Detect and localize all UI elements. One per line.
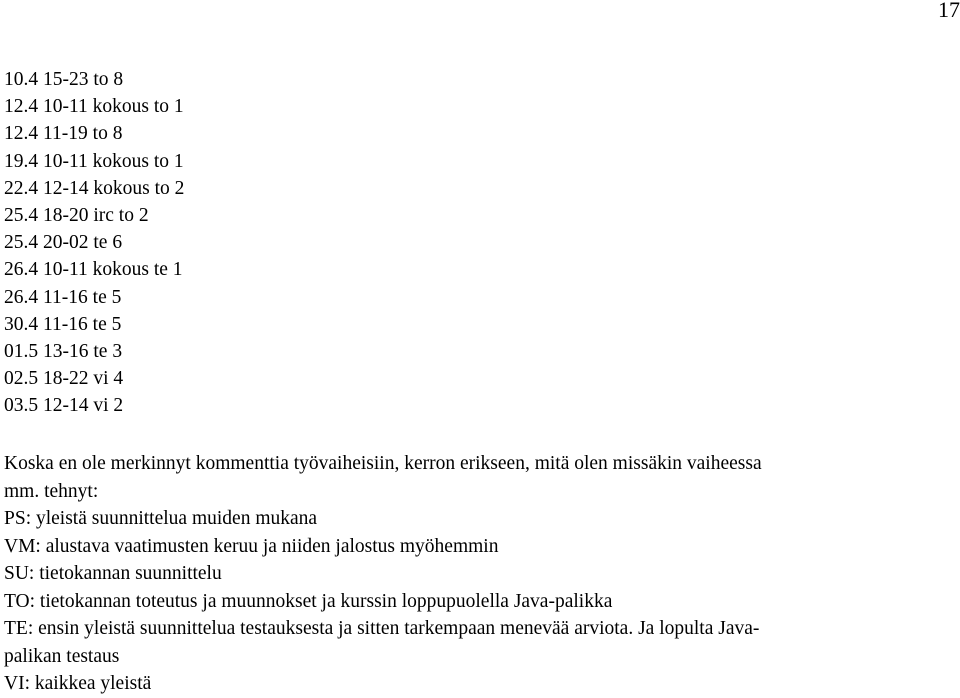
phase-notes [4,450,954,698]
phase-note-vm: VM: alustava vaatimusten keruu ja niiden jalostus myöhemmin [4,535,499,557]
phase-note-te: TE: ensin yleistä suunnittelua testauksesta ja sitten tarkempaan menevää arviota. Ja lopulta Java- [4,618,760,639]
log-entry: 25.4 20-02 te 6 [4,232,123,254]
log-entry: 02.5 18-22 vi 4 [4,368,124,390]
intro-text-line: Koska en ole merkinnyt kommenttia työvaiheisiin, kerron erikseen, mitä olen missäkin vaiheessa [4,453,762,474]
log-entry: 12.4 11-19 to 8 [4,123,123,145]
phase-note-vi: VI: kaikkea yleistä [4,673,152,694]
log-entry: 12.4 10-11 kokous to 1 [4,96,184,118]
intro-text-line: mm. tehnyt: [4,480,99,502]
phase-note-te-continued: palikan testaus [4,645,120,667]
log-entry: 10.4 15-23 to 8 [4,69,124,90]
phase-note-su: SU: tietokannan suunnittelu [4,563,222,584]
log-entry: 26.4 10-11 kokous te 1 [4,259,183,281]
phase-note-ps: PS: yleistä suunnittelua muiden mukana [4,508,318,529]
phase-note-to: TO: tietokannan toteutus ja muunnokset ja kurssin loppupuolella Java-palikka [4,590,613,612]
log-entry: 03.5 12-14 vi 2 [4,395,124,417]
log-entry: 22.4 12-14 kokous to 2 [4,177,185,199]
page-number: 17 [938,0,960,22]
log-entry: 26.4 11-16 te 5 [4,286,122,308]
log-entry: 25.4 18-20 irc to 2 [4,205,149,227]
log-entry: 30.4 11-16 te 5 [4,313,122,335]
work-log-list [4,66,184,420]
log-entry: 19.4 10-11 kokous to 1 [4,150,184,172]
log-entry: 01.5 13-16 te 3 [4,341,123,363]
